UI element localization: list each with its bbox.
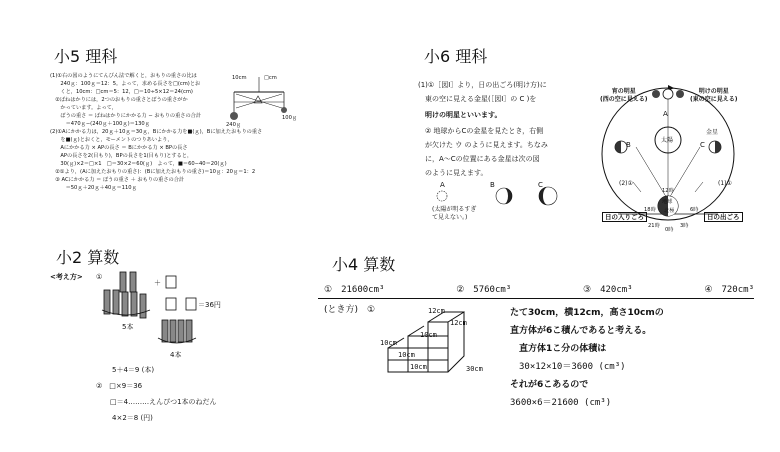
evening-star-note: (西の空に見える) <box>600 96 648 103</box>
sunset-label: 日の入りごろ <box>602 212 647 222</box>
answer-row <box>324 284 754 297</box>
s5-explanation <box>50 72 263 192</box>
dim-label: 10cm <box>420 331 437 339</box>
s6-line: ② 地球からCの金星を見たとき，右側 <box>418 127 544 135</box>
s5-line: ＝50ｇ＋20ｇ＋40ｇ＝110ｇ <box>50 185 137 191</box>
s6-explanation <box>418 78 588 180</box>
s5-line: ぼうの重さ ＝ ばねはかりにかかる力 − おもりの重さの合計 <box>50 113 202 119</box>
north-pole-label: 北極 <box>664 208 675 214</box>
method-label: <考え方> <box>50 273 83 281</box>
phase-label-b: B <box>490 181 495 189</box>
point-b: B <box>626 141 631 149</box>
venus-orbit-diagram <box>596 82 756 232</box>
answer-1: ① 21600cm³ <box>324 285 385 295</box>
s4-line: それが6こあるので <box>510 380 589 390</box>
section-title-s6: 小6 理科 <box>424 47 488 66</box>
s4-line: 直方体1こ分の体積は <box>510 344 607 354</box>
hour-label: 18時 <box>644 207 656 213</box>
s4-line: たて30cm，横12cm，高さ10cmの <box>510 308 664 318</box>
s6-line: 東の空に見える金星(［図Ⅰ］の C )を <box>418 95 537 103</box>
section-title-s5: 小5 理科 <box>54 47 118 66</box>
evening-star-label <box>600 88 648 104</box>
answer-2: ② 5760cm³ <box>456 285 512 295</box>
s5-line: くと，10cm：□cm＝5：12，□＝10÷5×12＝24(cm) <box>50 89 193 95</box>
s5-line: (2)①Aにかかる力は，20ｇ＋10ｇ＝30ｇ，Bにかかる力を■(ｇ)，Bに加えたおもりの重さ <box>50 129 263 135</box>
dim-label: 10cm <box>398 351 415 359</box>
s6-line: のように見えます。 <box>418 169 488 177</box>
morning-star-label <box>690 88 738 104</box>
phase-note-line: て見えない。) <box>432 214 468 221</box>
phase-label-c: C <box>538 181 543 189</box>
s5-line: 30(ｇ)×2＝□×1 □＝30×2＝60(ｇ) よって，■＝60−40＝20(ｇ) <box>50 161 227 167</box>
section-title-s2: 小2 算数 <box>56 248 120 267</box>
s2-explanation <box>96 362 217 426</box>
count-four: 4本 <box>170 351 182 359</box>
s4-line: 3600×6＝21600 (cm³) <box>510 398 612 408</box>
s5-line: ＝470ｇ−(240ｇ＋100ｇ)＝130ｇ <box>50 121 150 127</box>
point-c: C <box>700 141 705 149</box>
phase-label-a: A <box>440 181 445 189</box>
morning-star-title: 明けの明星 <box>698 88 729 95</box>
dim-label: 10cm <box>380 339 397 347</box>
s5-line: ②ばねはかりには，2つのおもりの重さとぼうの重さがか <box>50 97 188 103</box>
phase-note <box>432 206 476 222</box>
morning-star-note: (東の空に見える) <box>690 96 738 103</box>
phase-note-line: (太陽が明るすぎ <box>432 206 477 213</box>
s4-method-label: (とき方) ① <box>324 305 376 315</box>
s4-line: 30×12×10＝3600 (cm³) <box>510 362 626 372</box>
s5-line: APの長さを2(目もり)，BPの長さを1(目もり)とすると， <box>50 153 193 159</box>
plus-sign: ＋ <box>154 279 161 287</box>
arrow-label: (2)① <box>619 180 633 187</box>
dim-label: 12cm <box>450 319 467 327</box>
s2-line: 5＋4＝9 (本) <box>112 366 155 374</box>
hour-label: 3時 <box>680 223 689 229</box>
s2-line: 4×2＝8 (円) <box>112 414 153 422</box>
circle-one: ① <box>96 273 103 281</box>
s6-line: 明けの明星といいます。 <box>418 111 502 119</box>
sun-label: 太陽 <box>661 137 674 144</box>
sunrise-label: 日の出ごろ <box>704 212 743 222</box>
s5-line: (1)①右の図のようにてんびん法で解くと，おもりの重さの比は <box>50 73 197 79</box>
lever-label: 240ｇ <box>226 122 242 128</box>
s4-line: 直方体が6こ積んであると考える。 <box>510 326 652 336</box>
answer-divider <box>318 298 754 299</box>
arrow-label: (1)① <box>718 180 732 187</box>
s5-line: Aにかかる力 × APの長さ ＝ Bにかかる力 × BPの長さ <box>50 145 188 151</box>
count-five: 5本 <box>122 323 134 331</box>
venus-phases <box>430 186 570 208</box>
s4-explanation <box>510 304 664 412</box>
hour-label: 21時 <box>648 223 660 229</box>
hour-label: 0時 <box>665 227 674 233</box>
point-a: A <box>663 110 668 118</box>
venus-label: 金星 <box>706 129 719 136</box>
s6-line: に，A〜Cの位置にある金星は次の図 <box>418 155 540 163</box>
evening-star-title: 宵の明星 <box>611 88 636 95</box>
section-title-s4: 小4 算数 <box>332 255 396 274</box>
s5-line: ③ ACにかかる力 ＝ ぼうの重さ ＋ おもりの重さの合計 <box>50 177 185 183</box>
s5-line: かっています。よって， <box>50 105 117 111</box>
lever-label: 100ｇ <box>282 115 298 121</box>
earth-label: 地球 <box>662 199 673 205</box>
s5-line: を■(ｇ)とおくと，モーメントのつりあいより， <box>50 137 173 143</box>
lever-label: 10cm <box>232 75 247 81</box>
dim-label: 10cm <box>410 363 427 371</box>
dim-label: 12cm <box>428 307 445 315</box>
s5-line: 240ｇ：100ｇ＝12：5。よって，求める長さを□(cm)とお <box>50 81 201 87</box>
price-eq: ＝36円 <box>198 301 221 309</box>
s6-line: が欠けた ウ のように見えます。ちなみ <box>418 141 548 149</box>
s5-line: ②①より，(Aに加えたおもりの重さ)：(Bに加えたおもりの重さ)＝10ｇ：20ｇ＝1：2 <box>50 169 256 175</box>
lever-label: □cm <box>264 75 277 81</box>
s2-line: □＝4………えんぴつ1本のねだん <box>96 398 217 406</box>
answer-4: ④ 720cm³ <box>704 285 754 295</box>
answer-3: ③ 420cm³ <box>583 285 633 295</box>
hour-label: 6時 <box>690 207 699 213</box>
dim-label: 30cm <box>466 365 483 373</box>
s2-line: ② □×9＝36 <box>96 382 143 390</box>
hour-label: 12時 <box>662 188 674 194</box>
s6-line: (1)①［図Ⅰ］より，日の出ごろ(明け方)に <box>418 81 547 89</box>
